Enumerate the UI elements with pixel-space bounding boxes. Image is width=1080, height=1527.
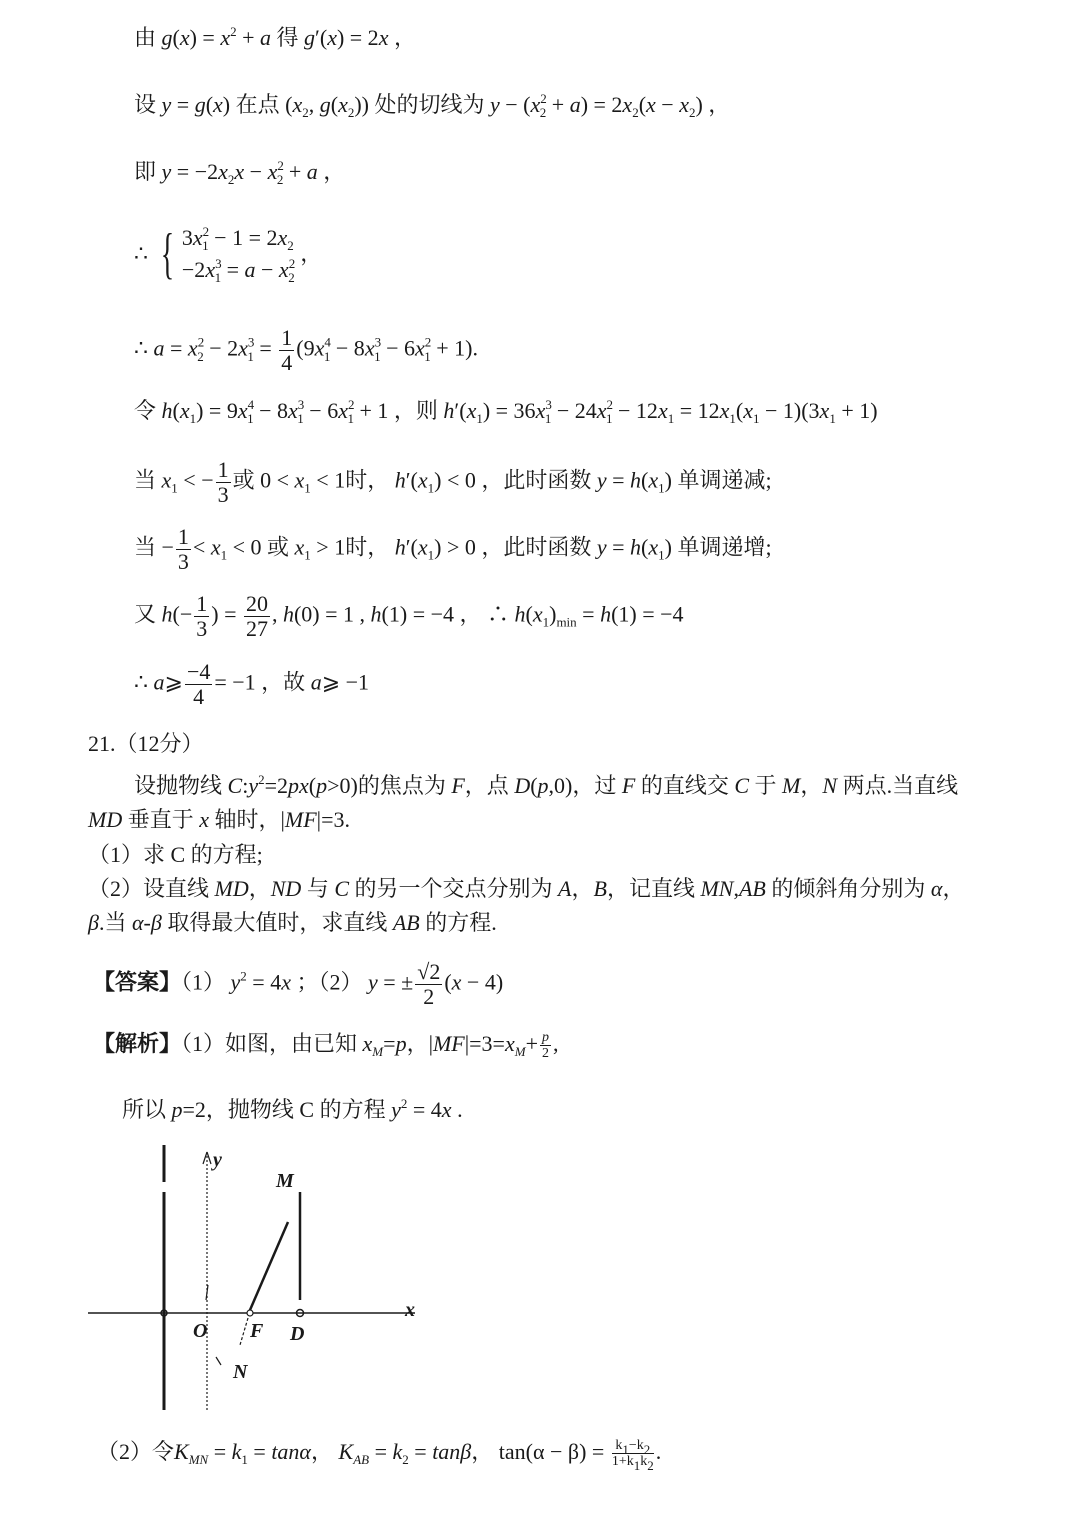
solution-line-3: 即 $y = -2x_2x - x^2_2 + a$ ， <box>134 158 346 187</box>
question-2-line-2: β.当 α-β 取得最大值时，求直线 AB 的方程. <box>88 910 497 935</box>
text: 令 <box>134 398 157 423</box>
solution-line-1: 由 $g(x) = x^2 + a$ 得 g′(x) = 2x ， <box>134 24 416 50</box>
text: 由 <box>134 25 157 50</box>
label-F: F <box>250 1320 264 1342</box>
text: 得 <box>276 25 299 50</box>
text: ， <box>300 240 323 266</box>
analysis-line-2: 所以 p=2，抛物线 C 的方程 $y^2 = 4x$ . <box>122 1096 463 1122</box>
problem-statement-line-1: 设抛物线 $C:y^2=2px(p>0)$的焦点为 F，点 D(p,0)，过 F 的直线交 C 于 M，N 两点.当直线 <box>134 772 959 798</box>
label-x: x <box>405 1299 415 1321</box>
text: ， <box>323 159 346 184</box>
solution-line-5: ∴ $a = x^2_2 - 2x^3_1$ = $\frac{1}{4}$ $(9x^4_1 - 8x^3_1 - 6x^2_1 + 1)$. <box>134 325 478 376</box>
question-2-line-1: （2）设直线 MD，ND 与 C 的另一个交点分别为 A，B，记直线 MN,AB 的倾斜角分别为 α， <box>88 876 965 901</box>
solution-line-8: 当 − $\frac{1}{3}$ < $x_1 < 0$ 或 $x_1 > 1$时， $h'(x_1) > 0$ ，此时函数 $y = h(x_1)$ 单调递增; <box>134 524 772 575</box>
text: 处的切线为 <box>374 92 485 117</box>
problem-number: 21.（12分） <box>88 731 204 756</box>
text: ， <box>393 25 416 50</box>
therefore-symbol: ∴ <box>134 240 148 266</box>
label-M: M <box>276 1170 294 1192</box>
answer-label: 【答案】 <box>93 969 182 995</box>
label-O: O <box>193 1320 208 1342</box>
text: 设 <box>134 92 157 117</box>
solution-line-2: 设 y = g(x) 在点 ($x_2$, $g(x_2)$) 处的切线为 $y - (x^2_2 + a) = 2x_2(x - x_2)$ ， <box>134 91 731 120</box>
solution-line-6: 令 $h(x_1) = 9x^4_1 - 8x^3_1 - 6x^2_1 + 1$ ，则 $h'(x_1) = 36x^3_1 - 24x^2_1 - 12x_1 = 12x_1(x_1 - 1)(3x_1 + 1)$ <box>134 397 878 426</box>
system-equations: $3x^2_1 - 1 = 2x_2$ $-2x^3_1 = a - x^2_2$ <box>181 224 296 285</box>
text: ， <box>708 92 731 117</box>
analysis-part-2: （2）令$K_{MN} = k_1 = \tan\alpha$， $K_{AB} = k_2 = \tan\beta$， tan(α − β) = $\frac{k_1-k_2}{1+k_1k_2}$ . <box>97 1438 662 1474</box>
analysis-label: 【解析】 <box>93 1030 182 1056</box>
label-N: N <box>233 1361 248 1383</box>
answer-line: 【答案】（1） $y^2 = 4x$ ；（2） y = ± $\frac{√2}{2}$ (x − 4) <box>93 959 504 1010</box>
label-y: y <box>213 1149 222 1171</box>
text: 在点 <box>235 92 280 117</box>
text: ，则 <box>393 398 438 423</box>
question-1: （1）求 C 的方程; <box>88 842 263 867</box>
text: 即 <box>134 159 157 184</box>
solution-line-10: ∴ a⩾ $\frac{-4}{4}$ = −1 ，故 a⩾ −1 <box>134 659 370 710</box>
solution-line-9: 又 h(− $\frac{1}{3}$ ) = $\frac{20}{27}$ , h(0) = 1 , h(1) = −4 ， ∴ $h(x_1)_{min} = h(1) = -4$ <box>134 591 684 642</box>
label-D: D <box>290 1323 305 1345</box>
analysis-line-1: 【解析】（1）如图，由已知 $x_M=p$，$|MF|=3=x_M+$ $\frac{p}{2}$ , <box>93 1030 559 1062</box>
solution-line-7: 当 $x_1$ < − $\frac{1}{3}$ 或 $0 < x_1 < 1$时， $h'(x_1) < 0$ ，此时函数 $y = h(x_1)$ 单调递减; <box>134 457 772 508</box>
problem-statement-line-2: MD 垂直于 x 轴时，|MF|=3. <box>88 807 350 832</box>
brace: { <box>160 222 174 285</box>
